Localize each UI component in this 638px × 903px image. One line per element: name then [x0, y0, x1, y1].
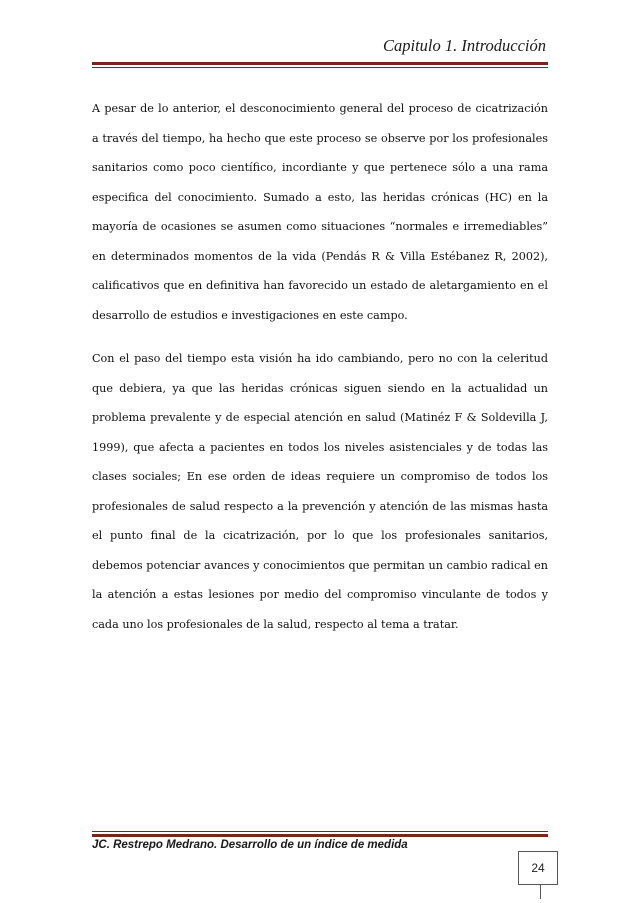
running-header-title: Capitulo 1. Introducción [382, 36, 546, 55]
header-divider-thin [92, 67, 548, 68]
footer-divider-thin [92, 831, 548, 832]
paragraph-1: A pesar de lo anterior, el desconocimiento general del proceso de cicatrización a través del tiempo, ha hecho que este proceso se observe por los profesionales sanitarios como poco científico, incordiante y que pertenece sólo a una rama especifica del conocimiento. Sumado a esto, las heridas crónicas (HC) en la mayoría de ocasiones se asumen como situaciones “normales e irremediables” en determinados momentos de la vida (Pendás R & Villa Estébanez R, 2002), calificativos que en definitiva han favorecido un estado de aletargamiento en el desarrollo de estudios e investigaciones en este campo. [92, 102, 548, 322]
paragraph-2: Con el paso del tiempo esta visión ha ido cambiando, pero no con la celeritud que debiera, ya que las heridas crónicas siguen siendo en la actualidad un problema prevalente y de especial atención en salud (Matinéz F & Soldevilla J, 1999), que afecta a pacientes en todos los niveles asistenciales y de todas las clases sociales; En ese orden de ideas requiere un compromiso de todos los profesionales de salud respecto a la prevención y atención de las mismas hasta el punto final de la cicatrización, por lo que los profesionales sanitarios, debemos potenciar avances y conocimientos que permitan un cambio radical en la atención a estas lesiones por medio del compromiso vinculante de todos y cada uno los profesionales de la salud, respecto al tema a tratar. [92, 352, 548, 631]
page-number-box [518, 851, 558, 885]
page-number: 24 [531, 861, 545, 875]
body-text [92, 94, 548, 653]
footer-divider-thick [92, 834, 548, 837]
footer-author-line: JC. Restrepo Medrano. Desarrollo de un índice de medida [92, 839, 408, 851]
page-number-tick [540, 885, 541, 899]
header-divider-thick [92, 62, 548, 65]
